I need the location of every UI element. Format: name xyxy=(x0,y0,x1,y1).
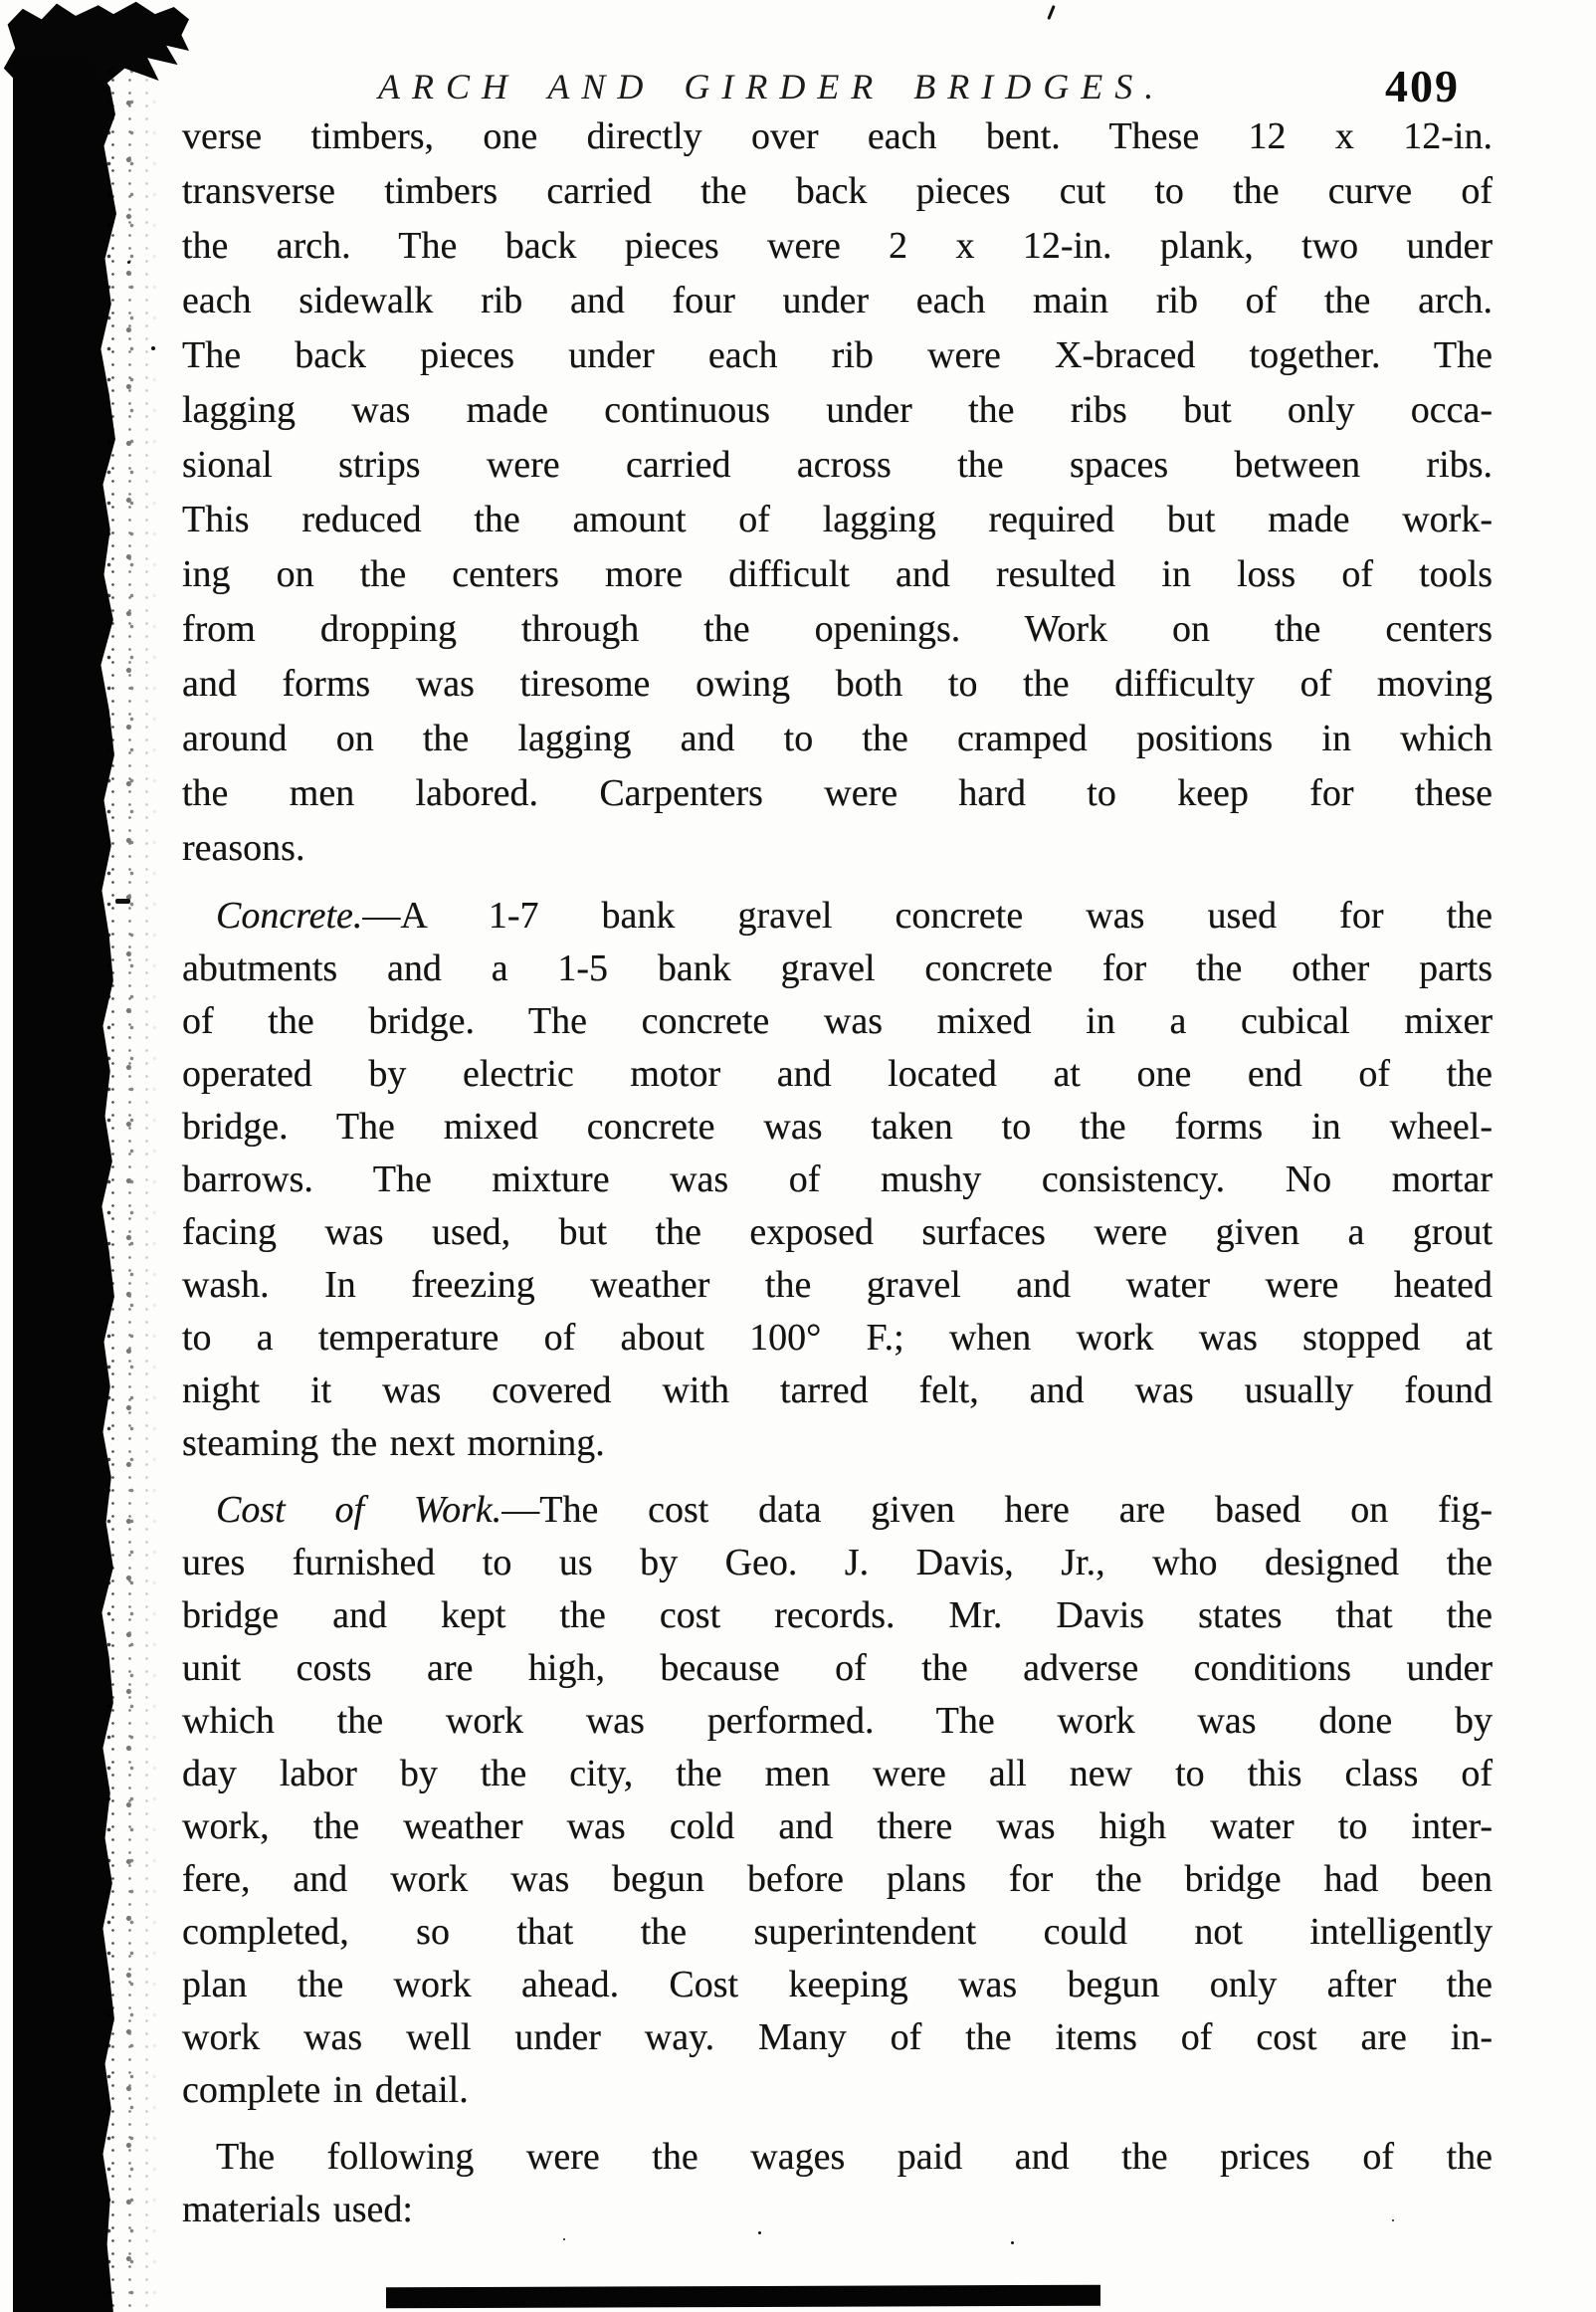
text-line: materials used: xyxy=(182,2189,413,2230)
text-line: This reduced the amount of lagging required but made work- xyxy=(182,499,1493,540)
text-line: day labor by the city, the men were all new to this class of xyxy=(182,1753,1493,1794)
text-line: transverse timbers carried the back pieces cut to the curve of xyxy=(182,170,1493,212)
scan-speck xyxy=(115,899,130,904)
text-line: Cost of Work.—The cost data given here are based on fig- xyxy=(216,1489,1493,1531)
text-line: each sidewalk rib and four under each main rib of the arch. xyxy=(182,280,1493,321)
text-line: ing on the centers more difficult and resulted in loss of tools xyxy=(182,553,1493,595)
text-line: the arch. The back pieces were 2 x 12-in. plank, two under xyxy=(182,225,1493,267)
text-line: the men labored. Carpenters were hard to keep for these xyxy=(182,772,1493,814)
paragraph-lead-italic: Cost of Work. xyxy=(216,1489,502,1531)
text-line: lagging was made continuous under the ribs but only occa- xyxy=(182,389,1493,431)
text-line: sional strips were carried across the spaces between ribs. xyxy=(182,444,1493,486)
text-line: The back pieces under each rib were X-braced together. The xyxy=(182,334,1493,376)
text-line: of the bridge. The concrete was mixed in a cubical mixer xyxy=(182,1000,1493,1042)
text-line: bridge. The mixed concrete was taken to the forms in wheel- xyxy=(182,1106,1493,1148)
paragraph-cost-of-work xyxy=(182,1484,1493,2117)
text-line: around on the lagging and to the cramped positions in which xyxy=(182,718,1493,759)
text-line: barrows. The mixture was of mushy consistency. No mortar xyxy=(182,1158,1493,1200)
page-number: 409 xyxy=(1385,61,1460,111)
text-line: ures furnished to us by Geo. J. Davis, Jr., who designed the xyxy=(182,1542,1493,1583)
text-line: Concrete.—A 1-7 bank gravel concrete was used for the xyxy=(216,895,1493,937)
text-line: work, the weather was cold and there was high water to inter- xyxy=(182,1805,1493,1847)
text-line: to a temperature of about 100° F.; when work was stopped at xyxy=(182,1317,1493,1359)
text-line: reasons. xyxy=(182,827,305,869)
text-line: complete in detail. xyxy=(182,2069,469,2111)
text-line: abutments and a 1-5 bank gravel concrete for the other parts xyxy=(182,947,1493,989)
paragraph-centering-timbers xyxy=(182,109,1493,876)
text-line: completed, so that the superintendent could not intelligently xyxy=(182,1911,1493,1953)
text-line: and forms was tiresome owing both to the difficulty of moving xyxy=(182,663,1493,705)
scan-speck xyxy=(151,346,155,350)
scan-artifact-left-band-noise xyxy=(98,56,169,2312)
text-line: plan the work ahead. Cost keeping was begun only after the xyxy=(182,1964,1493,2005)
text-line: facing was used, but the exposed surfaces were given a grout xyxy=(182,1211,1493,1253)
text-line: operated by electric motor and located at one end of the xyxy=(182,1053,1493,1095)
text-line: wash. In freezing weather the gravel and water were heated xyxy=(182,1264,1493,1306)
text-line: verse timbers, one directly over each bent. These 12 x 12-in. xyxy=(182,115,1493,157)
text-line: night it was covered with tarred felt, and was usually found xyxy=(182,1369,1493,1411)
paragraph-concrete xyxy=(182,890,1493,1470)
scan-artifact-bottom-bar xyxy=(386,2285,1100,2309)
text-line: work was well under way. Many of the items of cost are in- xyxy=(182,2016,1493,2058)
scan-speck xyxy=(127,261,130,264)
paragraph-lead-italic: Concrete. xyxy=(216,895,363,937)
text-line: unit costs are high, because of the adverse conditions under xyxy=(182,1647,1493,1689)
text-line: bridge and kept the cost records. Mr. Davis states that the xyxy=(182,1594,1493,1636)
text-line: steaming the next morning. xyxy=(182,1422,605,1464)
text-line: The following were the wages paid and the prices of the xyxy=(216,2136,1493,2178)
running-title: ARCH AND GIRDER BRIDGES. xyxy=(378,67,1166,106)
text-line: from dropping through the openings. Work on the centers xyxy=(182,608,1493,650)
text-line: fere, and work was begun before plans for the bridge had been xyxy=(182,1858,1493,1900)
paragraph-wages-intro xyxy=(182,2131,1493,2236)
scan-speck xyxy=(1047,5,1055,20)
page-body xyxy=(182,109,1493,2250)
text-line: which the work was performed. The work was done by xyxy=(182,1700,1493,1742)
